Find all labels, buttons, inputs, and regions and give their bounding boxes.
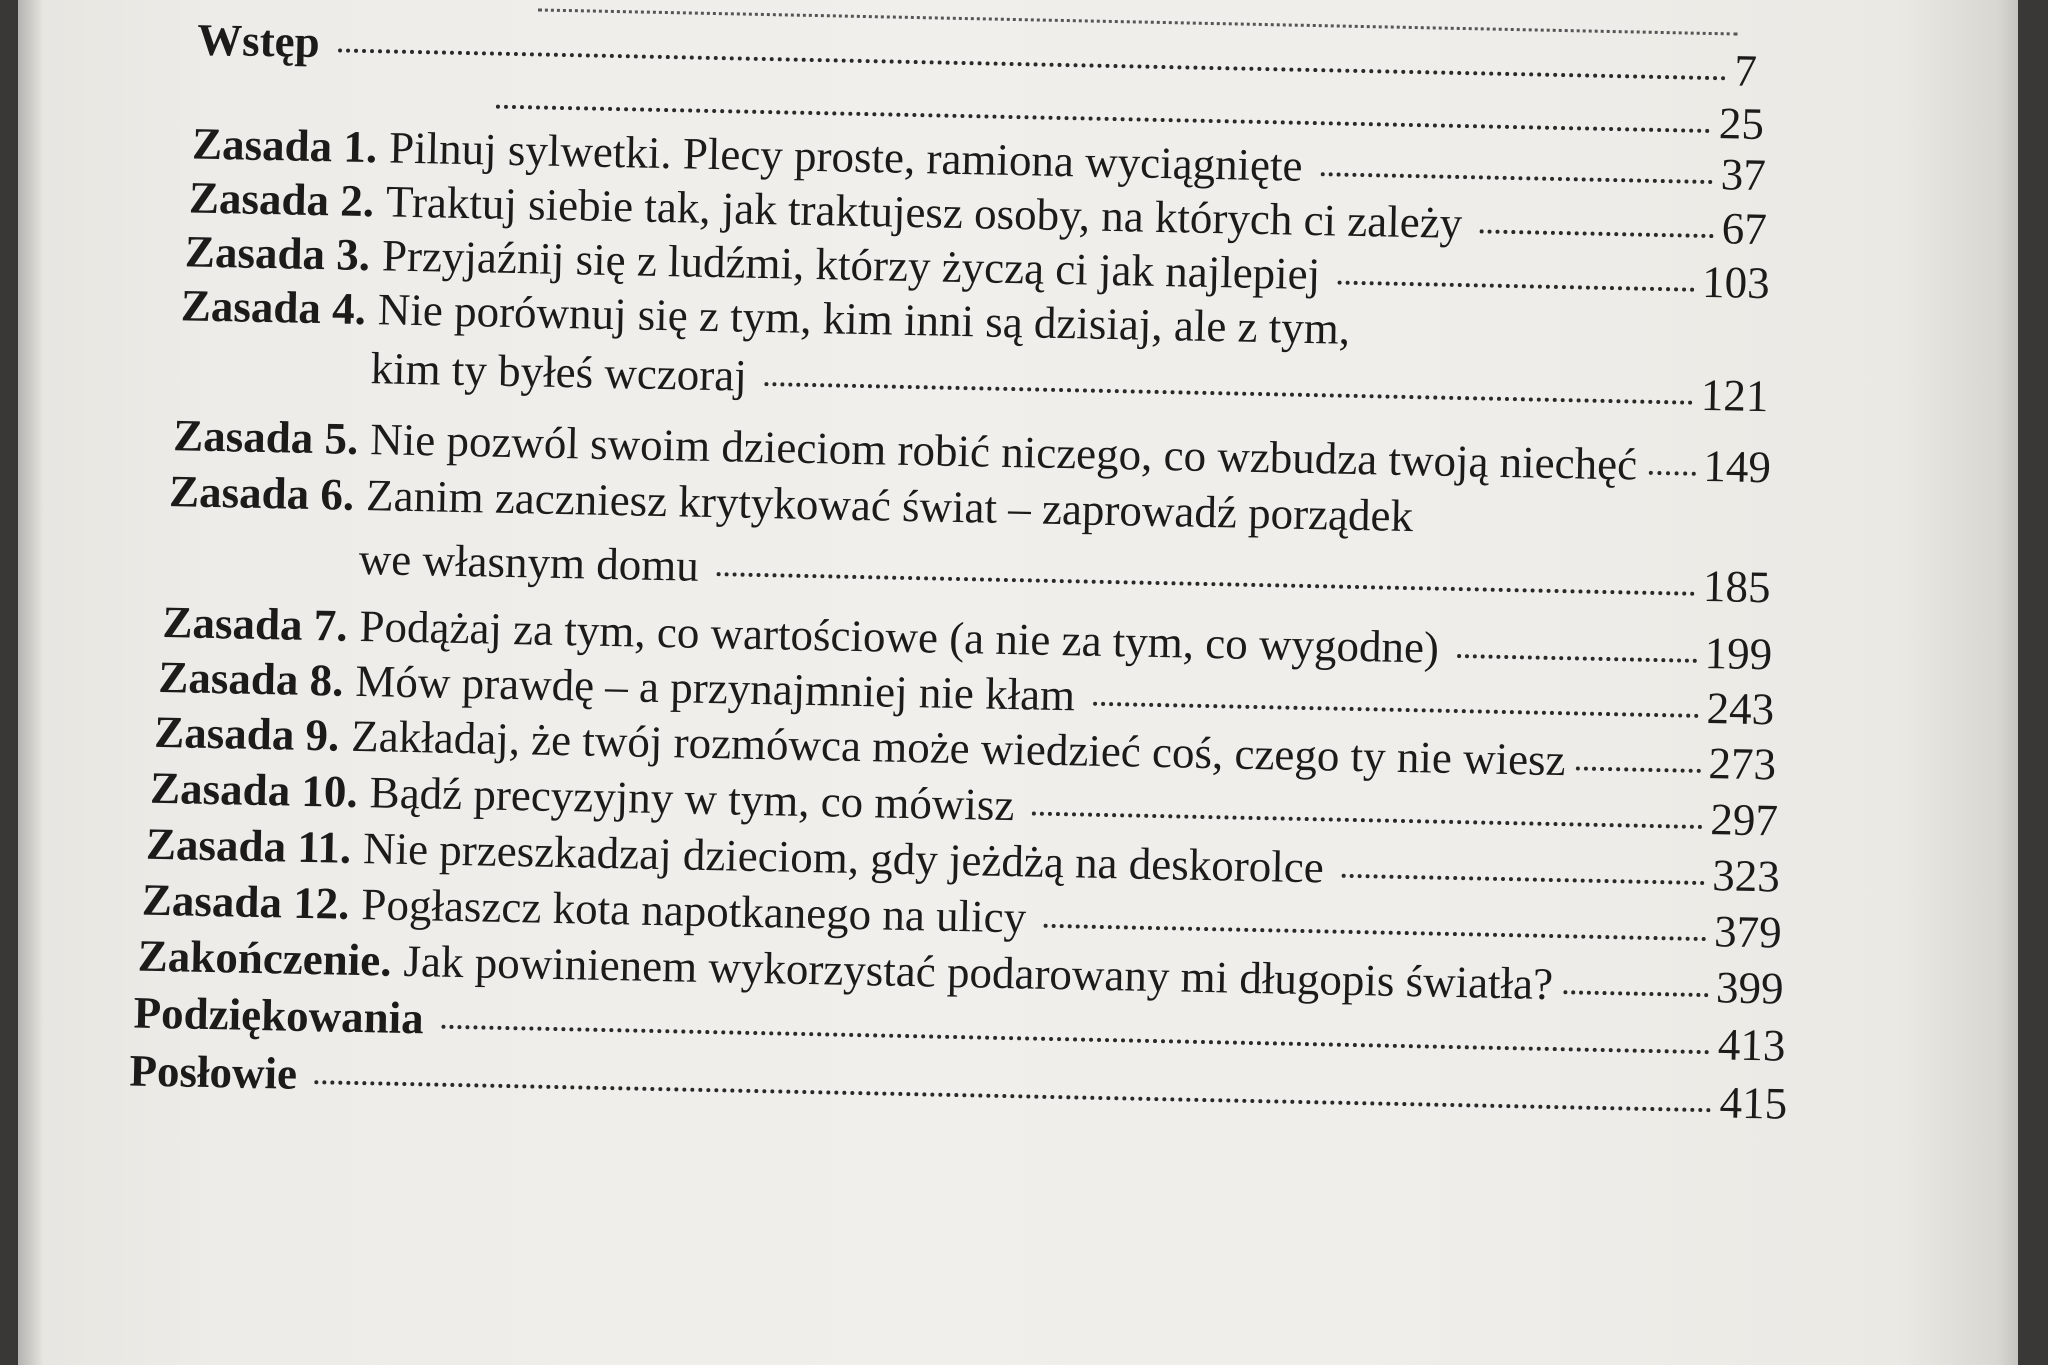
dot-leader bbox=[1649, 471, 1695, 476]
toc-page-number: 103 bbox=[1701, 256, 1771, 309]
dot-leader bbox=[1563, 990, 1708, 997]
toc-page-number: 7 bbox=[1733, 45, 1758, 96]
toc-page-number: 121 bbox=[1700, 369, 1769, 422]
toc-entry-label: Posłowie bbox=[129, 1045, 298, 1099]
book-page bbox=[18, 0, 2018, 1365]
toc-entry-title: Traktuj siebie tak, jak traktujesz osoby, na których ci zależy bbox=[385, 176, 1463, 249]
toc-page-number: 25 bbox=[1718, 98, 1765, 150]
toc-entry-number: Zasada 9. bbox=[153, 706, 340, 761]
dot-leader bbox=[717, 572, 1695, 596]
toc-entry-number: Zasada 12. bbox=[141, 874, 350, 929]
toc-entry-number: Zasada 6. bbox=[168, 466, 355, 520]
toc-page-number: 323 bbox=[1711, 850, 1781, 902]
toc-page-number: 185 bbox=[1702, 560, 1772, 613]
toc-entry-title: Jak powinienem wykorzystać podarowany mi długopis światła? bbox=[403, 935, 1554, 1010]
toc-entry-title-continuation: kim ty byłeś wczoraj bbox=[370, 343, 748, 401]
toc-entry-number: Zasada 8. bbox=[157, 651, 344, 706]
toc-entry-label: Wstęp bbox=[196, 14, 321, 68]
toc-entry-title: Zakładaj, że twój rozmówca może wiedzieć coś, czego ty nie wiesz bbox=[350, 710, 1567, 786]
dot-leader bbox=[765, 382, 1693, 405]
toc-entry-title: Przyjaźnij się z ludźmi, którzy życzą ci jak najlepiej bbox=[381, 230, 1321, 300]
dot-leader bbox=[1575, 766, 1700, 773]
toc-page-number: 273 bbox=[1708, 738, 1777, 790]
toc-entry-number: Zasada 3. bbox=[184, 226, 371, 281]
toc-entry-title: Podążaj za tym, co wartościowe (a nie za tym, co wygodne) bbox=[359, 600, 1440, 673]
toc-entry-title-continuation: we własnym domu bbox=[358, 533, 700, 591]
dot-leader bbox=[1032, 812, 1702, 829]
toc-entry-number: Zasada 2. bbox=[188, 172, 375, 227]
dot-leader bbox=[338, 48, 1727, 80]
toc-page-number: 379 bbox=[1713, 906, 1783, 958]
toc-entry-title: Nie pozwól swoim dzieciom robić niczego, co wzbudza twoją niechęć bbox=[369, 414, 1638, 490]
toc-entry-number: Zasada 1. bbox=[191, 118, 378, 173]
toc-entry-title: Nie porównuj się z tym, kim inni są dzisiaj, ale z tym, bbox=[377, 284, 1351, 354]
dot-leader bbox=[1320, 172, 1712, 184]
toc-entry-title: Nie przeszkadzaj dzieciom, gdy jeżdżą na deskorolce bbox=[362, 823, 1325, 893]
toc-entry-title: Pilnuj sylwetki. Plecy proste, ramiona wyciągnięte bbox=[388, 122, 1304, 191]
table-of-contents bbox=[18, 0, 2018, 1365]
toc-page-number: 67 bbox=[1721, 203, 1768, 255]
dot-leader bbox=[315, 1080, 1712, 1112]
dot-leader bbox=[1093, 702, 1699, 718]
toc-entry-title: Zanim zaczniesz krytykować świat – zaprowadź porządek bbox=[365, 470, 1414, 542]
toc-page-number: 37 bbox=[1720, 149, 1767, 201]
toc-entry-number: Zasada 11. bbox=[145, 818, 352, 873]
toc-page-number: 413 bbox=[1717, 1019, 1786, 1071]
toc-page-number: 243 bbox=[1706, 683, 1775, 735]
toc-page-number: 399 bbox=[1715, 962, 1785, 1014]
toc-entry-number: Zasada 7. bbox=[162, 597, 349, 651]
toc-entry-number: Zasada 10. bbox=[149, 762, 359, 817]
dot-leader bbox=[1044, 924, 1706, 941]
toc-page-number: 199 bbox=[1704, 627, 1773, 680]
toc-entry-number: Zasada 4. bbox=[180, 280, 367, 335]
dot-leader bbox=[1480, 229, 1714, 238]
toc-page-number: 415 bbox=[1719, 1077, 1788, 1129]
toc-entry-number: Zasada 5. bbox=[172, 410, 359, 464]
dot-leader bbox=[1342, 874, 1705, 885]
toc-entry-title: Mów prawdę – a przynajmniej nie kłam bbox=[354, 655, 1076, 721]
toc-entry-label: Podziękowania bbox=[133, 987, 425, 1044]
dot-leader bbox=[1338, 281, 1694, 292]
dot-leader bbox=[441, 1025, 1709, 1054]
toc-page-number: 297 bbox=[1709, 794, 1779, 846]
dot-leader bbox=[1457, 654, 1697, 663]
toc-entry-title: Pogłaszcz kota napotkanego na ulicy bbox=[360, 879, 1027, 943]
toc-entry-rule-4-continuation bbox=[370, 343, 1769, 422]
toc-page-number: 149 bbox=[1702, 440, 1772, 493]
toc-entry-rule-6-continuation bbox=[358, 533, 1772, 613]
toc-entry-number: Zakończenie. bbox=[137, 930, 393, 986]
toc-entry-title: Bądź precyzyjny w tym, co mówisz bbox=[369, 767, 1015, 831]
